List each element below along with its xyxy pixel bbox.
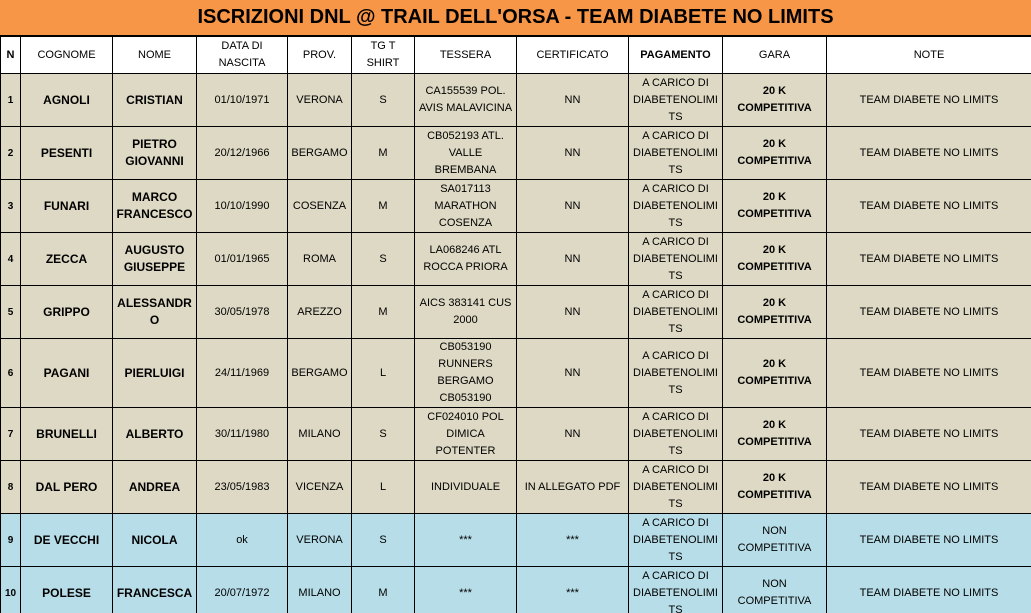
cell-pagamento: A CARICO DI DIABETENOLIMITS bbox=[629, 286, 723, 339]
cell-nome: NICOLA bbox=[113, 514, 197, 567]
cell-note: TEAM DIABETE NO LIMITS bbox=[827, 74, 1031, 127]
cell-gara: 20 K COMPETITIVA bbox=[723, 74, 827, 127]
cell-nome: ANDREA bbox=[113, 461, 197, 514]
cell-nome: MARCO FRANCESCO bbox=[113, 180, 197, 233]
cell-nome: PIETRO GIOVANNI bbox=[113, 127, 197, 180]
cell-tessera: CA155539 POL. AVIS MALAVICINA bbox=[415, 74, 517, 127]
cell-cognome: BRUNELLI bbox=[21, 408, 113, 461]
cell-n: 7 bbox=[1, 408, 21, 461]
cell-certificato: IN ALLEGATO PDF bbox=[517, 461, 629, 514]
cell-tessera: CB052193 ATL. VALLE BREMBANA bbox=[415, 127, 517, 180]
cell-cognome: ZECCA bbox=[21, 233, 113, 286]
cell-gara: 20 K COMPETITIVA bbox=[723, 233, 827, 286]
cell-note: TEAM DIABETE NO LIMITS bbox=[827, 567, 1031, 613]
cell-gara: 20 K COMPETITIVA bbox=[723, 180, 827, 233]
registrations-table bbox=[0, 36, 1031, 613]
cell-n: 5 bbox=[1, 286, 21, 339]
cell-certificato: *** bbox=[517, 514, 629, 567]
cell-pagamento: A CARICO DI DIABETENOLIMITS bbox=[629, 408, 723, 461]
cell-tg-tshirt: M bbox=[352, 567, 415, 613]
table-row bbox=[1, 74, 1031, 127]
cell-cognome: AGNOLI bbox=[21, 74, 113, 127]
cell-tg-tshirt: L bbox=[352, 461, 415, 514]
cell-cognome: DE VECCHI bbox=[21, 514, 113, 567]
cell-certificato: *** bbox=[517, 567, 629, 613]
cell-nome: AUGUSTO GIUSEPPE bbox=[113, 233, 197, 286]
cell-certificato: NN bbox=[517, 233, 629, 286]
cell-prov: VICENZA bbox=[288, 461, 352, 514]
cell-note: TEAM DIABETE NO LIMITS bbox=[827, 408, 1031, 461]
cell-prov: ROMA bbox=[288, 233, 352, 286]
cell-data-nascita: 20/07/1972 bbox=[197, 567, 288, 613]
table-row bbox=[1, 286, 1031, 339]
cell-certificato: NN bbox=[517, 180, 629, 233]
cell-gara: 20 K COMPETITIVA bbox=[723, 339, 827, 408]
cell-cognome: FUNARI bbox=[21, 180, 113, 233]
cell-note: TEAM DIABETE NO LIMITS bbox=[827, 339, 1031, 408]
cell-n: 2 bbox=[1, 127, 21, 180]
cell-nome: FRANCESCA bbox=[113, 567, 197, 613]
cell-tessera: SA017113 MARATHON COSENZA bbox=[415, 180, 517, 233]
header-cognome: COGNOME bbox=[21, 37, 113, 74]
cell-tessera: *** bbox=[415, 514, 517, 567]
cell-n: 6 bbox=[1, 339, 21, 408]
header-row bbox=[1, 37, 1031, 74]
cell-data-nascita: 24/11/1969 bbox=[197, 339, 288, 408]
cell-cognome: GRIPPO bbox=[21, 286, 113, 339]
cell-nome: PIERLUIGI bbox=[113, 339, 197, 408]
table-row bbox=[1, 567, 1031, 613]
cell-cognome: PAGANI bbox=[21, 339, 113, 408]
cell-prov: MILANO bbox=[288, 567, 352, 613]
table-row bbox=[1, 233, 1031, 286]
cell-pagamento: A CARICO DI DIABETENOLIMITS bbox=[629, 461, 723, 514]
cell-cognome: DAL PERO bbox=[21, 461, 113, 514]
table-row bbox=[1, 339, 1031, 408]
cell-pagamento: A CARICO DI DIABETENOLIMITS bbox=[629, 127, 723, 180]
cell-note: TEAM DIABETE NO LIMITS bbox=[827, 233, 1031, 286]
cell-pagamento: A CARICO DI DIABETENOLIMITS bbox=[629, 180, 723, 233]
cell-tessera: AICS 383141 CUS 2000 bbox=[415, 286, 517, 339]
cell-prov: COSENZA bbox=[288, 180, 352, 233]
cell-gara: 20 K COMPETITIVA bbox=[723, 461, 827, 514]
cell-tessera: CB053190 RUNNERS BERGAMO CB053190 bbox=[415, 339, 517, 408]
header-tessera: TESSERA bbox=[415, 37, 517, 74]
cell-certificato: NN bbox=[517, 74, 629, 127]
header-tg-tshirt: TG T SHIRT bbox=[352, 37, 415, 74]
cell-nome: ALESSANDRO bbox=[113, 286, 197, 339]
cell-certificato: NN bbox=[517, 339, 629, 408]
cell-gara: NON COMPETITIVA bbox=[723, 567, 827, 613]
cell-certificato: NN bbox=[517, 127, 629, 180]
cell-n: 9 bbox=[1, 514, 21, 567]
cell-pagamento: A CARICO DI DIABETENOLIMITS bbox=[629, 339, 723, 408]
table-row bbox=[1, 180, 1031, 233]
table-row bbox=[1, 127, 1031, 180]
header-gara: GARA bbox=[723, 37, 827, 74]
cell-data-nascita: 01/10/1971 bbox=[197, 74, 288, 127]
header-n: N bbox=[1, 37, 21, 74]
cell-pagamento: A CARICO DI DIABETENOLIMITS bbox=[629, 233, 723, 286]
cell-nome: ALBERTO bbox=[113, 408, 197, 461]
cell-note: TEAM DIABETE NO LIMITS bbox=[827, 514, 1031, 567]
cell-tessera: INDIVIDUALE bbox=[415, 461, 517, 514]
cell-note: TEAM DIABETE NO LIMITS bbox=[827, 180, 1031, 233]
cell-tessera: CF024010 POL DIMICA POTENTER bbox=[415, 408, 517, 461]
cell-certificato: NN bbox=[517, 408, 629, 461]
cell-n: 8 bbox=[1, 461, 21, 514]
cell-prov: BERGAMO bbox=[288, 127, 352, 180]
cell-prov: VERONA bbox=[288, 74, 352, 127]
header-pagamento: PAGAMENTO bbox=[629, 37, 723, 74]
cell-pagamento: A CARICO DI DIABETENOLIMITS bbox=[629, 74, 723, 127]
cell-tg-tshirt: S bbox=[352, 233, 415, 286]
table-row bbox=[1, 408, 1031, 461]
cell-prov: MILANO bbox=[288, 408, 352, 461]
cell-nome: CRISTIAN bbox=[113, 74, 197, 127]
cell-data-nascita: 30/05/1978 bbox=[197, 286, 288, 339]
cell-tg-tshirt: S bbox=[352, 74, 415, 127]
header-nome: NOME bbox=[113, 37, 197, 74]
header-certificato: CERTIFICATO bbox=[517, 37, 629, 74]
cell-n: 3 bbox=[1, 180, 21, 233]
cell-pagamento: A CARICO DI DIABETENOLIMITS bbox=[629, 567, 723, 613]
cell-tg-tshirt: L bbox=[352, 339, 415, 408]
cell-tessera: *** bbox=[415, 567, 517, 613]
cell-n: 10 bbox=[1, 567, 21, 613]
cell-data-nascita: 01/01/1965 bbox=[197, 233, 288, 286]
cell-note: TEAM DIABETE NO LIMITS bbox=[827, 127, 1031, 180]
cell-data-nascita: 30/11/1980 bbox=[197, 408, 288, 461]
sheet-title: ISCRIZIONI DNL @ TRAIL DELL'ORSA - TEAM DIABETE NO LIMITS bbox=[0, 0, 1031, 36]
cell-tg-tshirt: M bbox=[352, 286, 415, 339]
cell-note: TEAM DIABETE NO LIMITS bbox=[827, 461, 1031, 514]
cell-gara: 20 K COMPETITIVA bbox=[723, 408, 827, 461]
header-prov: PROV. bbox=[288, 37, 352, 74]
cell-tg-tshirt: S bbox=[352, 514, 415, 567]
cell-data-nascita: 20/12/1966 bbox=[197, 127, 288, 180]
cell-cognome: PESENTI bbox=[21, 127, 113, 180]
cell-n: 4 bbox=[1, 233, 21, 286]
cell-tg-tshirt: S bbox=[352, 408, 415, 461]
cell-tg-tshirt: M bbox=[352, 180, 415, 233]
cell-tessera: LA068246 ATL ROCCA PRIORA bbox=[415, 233, 517, 286]
cell-data-nascita: 10/10/1990 bbox=[197, 180, 288, 233]
cell-tg-tshirt: M bbox=[352, 127, 415, 180]
cell-data-nascita: ok bbox=[197, 514, 288, 567]
cell-prov: AREZZO bbox=[288, 286, 352, 339]
header-data-nascita: DATA DI NASCITA bbox=[197, 37, 288, 74]
cell-prov: BERGAMO bbox=[288, 339, 352, 408]
cell-prov: VERONA bbox=[288, 514, 352, 567]
table-row bbox=[1, 514, 1031, 567]
cell-pagamento: A CARICO DI DIABETENOLIMITS bbox=[629, 514, 723, 567]
header-note: NOTE bbox=[827, 37, 1031, 74]
cell-gara: NON COMPETITIVA bbox=[723, 514, 827, 567]
cell-gara: 20 K COMPETITIVA bbox=[723, 127, 827, 180]
cell-gara: 20 K COMPETITIVA bbox=[723, 286, 827, 339]
cell-certificato: NN bbox=[517, 286, 629, 339]
cell-cognome: POLESE bbox=[21, 567, 113, 613]
table-row bbox=[1, 461, 1031, 514]
cell-data-nascita: 23/05/1983 bbox=[197, 461, 288, 514]
cell-note: TEAM DIABETE NO LIMITS bbox=[827, 286, 1031, 339]
cell-n: 1 bbox=[1, 74, 21, 127]
